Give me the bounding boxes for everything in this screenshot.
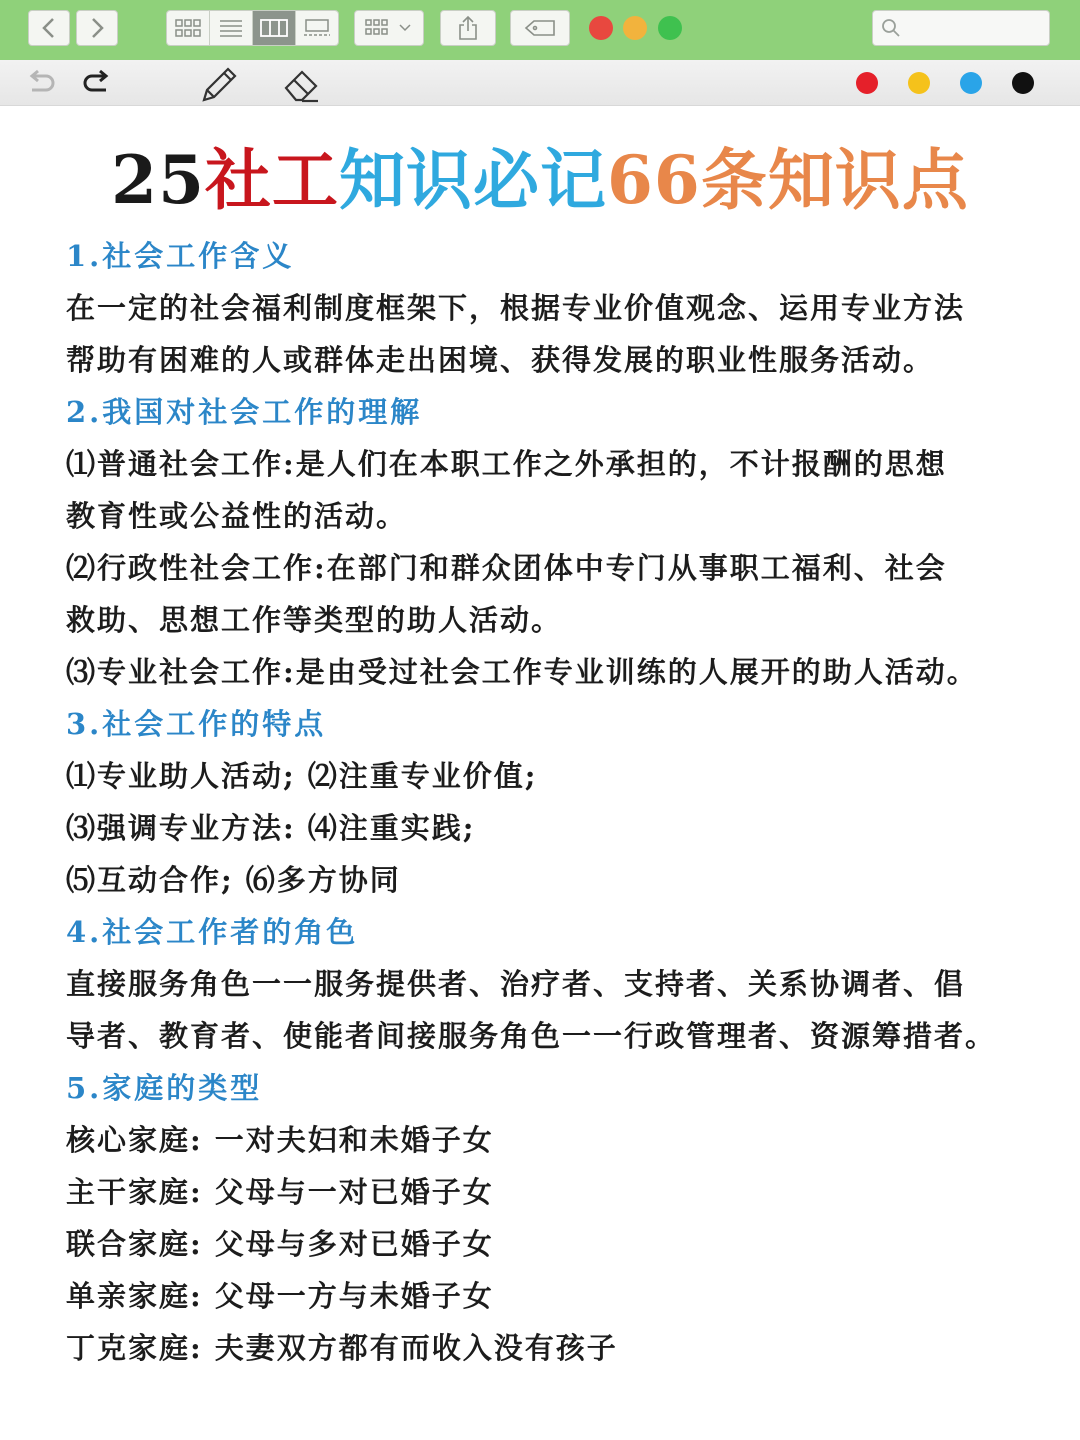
toolbar [0,0,1080,60]
page-title [0,138,1080,222]
text-line: ⑶专业社会工作:是由受过社会工作专业训练的人展开的助人活动。 [66,655,978,689]
tag-icon [524,19,556,37]
section-heading: 4.社会工作者的角色 [66,915,359,949]
column-view-icon [260,19,288,37]
title-part-red: 社工 [205,141,339,219]
forward-button[interactable] [76,10,118,46]
text-line: ⑶强调专业方法: ⑷注重实践; [66,811,476,845]
text-line: 单亲家庭: 父母一方与未婚子女 [66,1279,494,1313]
section-heading: 3.社会工作的特点 [66,707,327,741]
section-heading: 5.家庭的类型 [66,1071,263,1105]
text-line: ⑴专业助人活动; ⑵注重专业价值; [66,759,538,793]
redo-icon[interactable] [80,66,114,100]
gallery-view-button[interactable] [296,11,338,45]
text-line: 教育性或公益性的活动。 [66,499,408,533]
zoom-window-button[interactable] [658,16,682,40]
text-line: 主干家庭: 父母与一对已婚子女 [66,1175,494,1209]
text-line: 直接服务角色一一服务提供者、治疗者、支持者、关系协调者、倡 [66,967,966,1001]
eraser-icon[interactable] [282,66,322,104]
group-button[interactable] [354,10,424,46]
title-part-orange: 66条知识点 [607,141,969,219]
search-icon [881,18,901,38]
text-line: ⑵行政性社会工作:在部门和群众团体中专门从事职工福利、社会 [66,551,947,585]
group-icon [364,18,414,38]
text-line: 核心家庭: 一对夫妇和未婚子女 [66,1123,494,1157]
section-heading: 2.我国对社会工作的理解 [66,395,423,429]
column-view-button[interactable] [253,11,296,45]
search-field[interactable] [872,10,1050,46]
text-line: ⑸互动合作; ⑹多方协同 [66,863,401,897]
text-line: 帮助有困难的人或群体走出困境、获得发展的职业性服务活动。 [66,343,935,377]
close-window-button[interactable] [589,16,613,40]
color-swatch-blue[interactable] [960,72,982,94]
color-swatch-black[interactable] [1012,72,1034,94]
text-line: 丁克家庭: 夫妻双方都有而收入没有孩子 [66,1331,618,1365]
color-swatch-red[interactable] [856,72,878,94]
text-line: 救助、思想工作等类型的助人活动。 [66,603,563,637]
grid-view-button[interactable] [167,11,210,45]
title-part-number: 25 [111,141,205,219]
undo-icon[interactable] [24,66,58,100]
back-button[interactable] [28,10,70,46]
share-icon [457,15,479,41]
text-line: ⑴普通社会工作:是人们在本职工作之外承担的，不计报酬的思想 [66,447,947,481]
back-icon [41,17,57,39]
color-swatch-yellow[interactable] [908,72,930,94]
view-switcher [166,10,339,46]
text-line: 在一定的社会福利制度框架下，根据专业价值观念、运用专业方法 [66,291,966,325]
gallery-view-icon [303,19,331,37]
text-line: 联合家庭: 父母与多对已婚子女 [66,1227,494,1261]
text-line: 导者、教育者、使能者间接服务角色一一行政管理者、资源筹措者。 [66,1019,997,1053]
forward-icon [89,17,105,39]
pencil-icon[interactable] [198,66,238,104]
title-part-blue: 知识必记 [339,141,607,219]
note-content [66,230,1062,1374]
minimize-window-button[interactable] [623,16,647,40]
section-heading: 1.社会工作含义 [66,239,295,273]
search-input[interactable] [909,15,1047,43]
grid-view-icon [175,19,201,37]
share-button[interactable] [440,10,496,46]
list-view-button[interactable] [210,11,253,45]
list-view-icon [219,19,243,37]
tag-button[interactable] [510,10,570,46]
